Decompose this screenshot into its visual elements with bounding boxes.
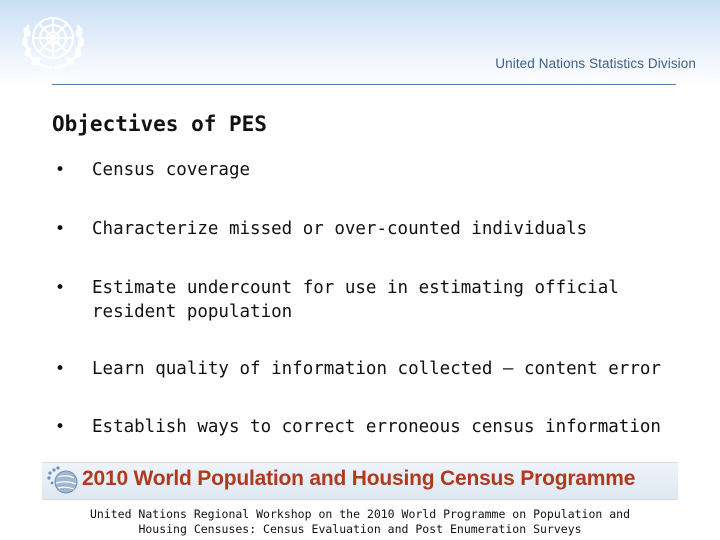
bullet-icon: •	[55, 278, 66, 298]
bullet-line: Characterize missed or over-counted individuals	[92, 219, 588, 239]
bullet-icon: •	[55, 160, 66, 180]
un-emblem-icon	[18, 6, 88, 74]
bullet-text	[92, 415, 682, 439]
census-globe-icon	[46, 465, 80, 497]
footer-line: United Nations Regional Workshop on the 2010 World Programme on Population and	[89, 507, 631, 521]
bullet-icon: •	[55, 417, 66, 437]
division-title: United Nations Statistics Division	[495, 56, 696, 71]
bullet-icon: •	[55, 359, 66, 379]
bullet-text	[92, 276, 682, 324]
banner-title: 2010 World Population and Housing Census Programme	[82, 467, 636, 490]
bullet-line: Learn quality of information collected – content error	[92, 359, 661, 379]
bullet-line: Census coverage	[92, 160, 251, 180]
workshop-footer	[40, 507, 680, 537]
bullet-text	[92, 158, 682, 182]
header-divider	[52, 84, 676, 85]
bullet-text	[92, 357, 682, 381]
bullet-text	[92, 217, 682, 241]
footer-line: Housing Censuses: Census Evaluation and Post Enumeration Surveys	[138, 522, 582, 536]
bullet-icon: •	[55, 219, 66, 239]
slide-title: Objectives of PES	[52, 112, 267, 136]
header-band	[0, 0, 720, 86]
bullet-line: Establish ways to correct erroneous census information	[92, 417, 661, 437]
bullet-line: resident population	[92, 302, 293, 322]
bullet-line: Estimate undercount for use in estimating official	[92, 278, 619, 298]
census-programme-banner	[42, 462, 678, 500]
